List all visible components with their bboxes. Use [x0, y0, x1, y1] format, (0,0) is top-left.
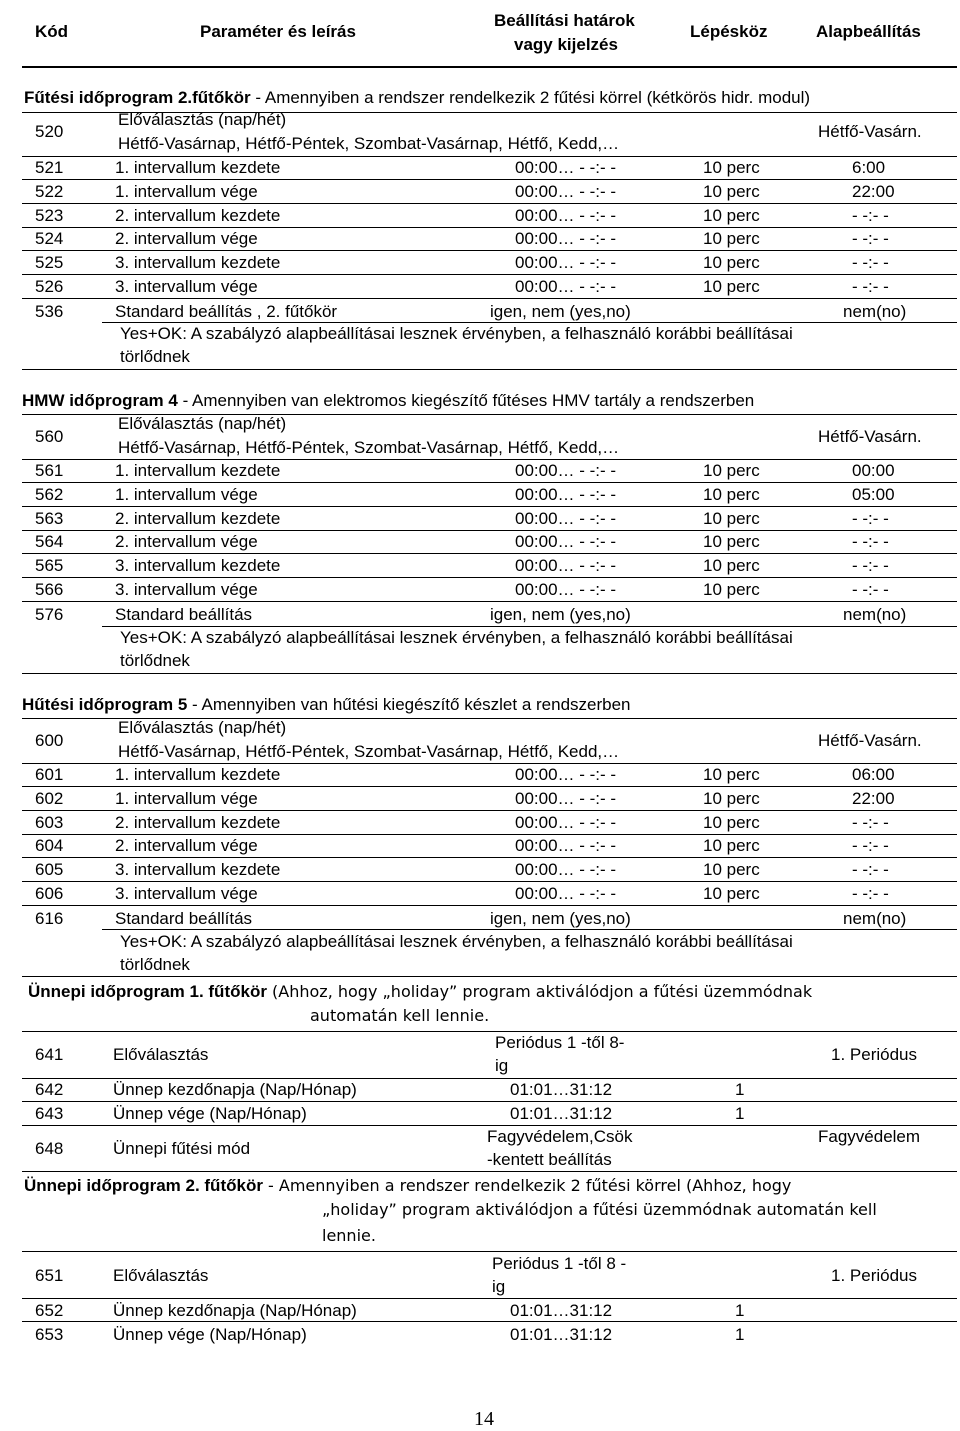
- row-code: 642: [35, 1080, 64, 1099]
- row-default: 22:00: [852, 181, 895, 201]
- row-step: 10 perc: [703, 484, 760, 504]
- row-step: 10 perc: [703, 181, 760, 201]
- row-step: 1: [735, 1104, 745, 1123]
- row-default: - -:- -: [852, 205, 889, 225]
- row-code: 566: [35, 580, 64, 599]
- row-desc: 1. intervallum vége: [115, 788, 258, 808]
- row-limits: 00:00… - -:- -: [515, 277, 617, 296]
- divider: [22, 369, 957, 370]
- row-code: 651: [35, 1266, 64, 1285]
- row-desc: 1. intervallum kezdete: [115, 158, 281, 177]
- row-default: Hétfő-Vasárn.: [818, 122, 922, 141]
- row-limits: 00:00… - -:- -: [515, 229, 617, 249]
- row-default: 1. Periódus: [831, 1266, 917, 1285]
- row-limits: 00:00… - -:- -: [515, 461, 617, 480]
- row-code: 565: [35, 556, 64, 576]
- section-title-2: [22, 391, 754, 411]
- section-title-bold: Fűtési időprogram 2.fűtőkör: [24, 88, 251, 107]
- note-line2: törlődnek: [120, 651, 190, 670]
- section-title-cont: automatán kell lennie.: [310, 1006, 490, 1025]
- row-code: 563: [35, 508, 64, 528]
- row-step: 10 perc: [703, 884, 760, 903]
- row-limits-line1: Fagyvédelem,Csök: [487, 1127, 633, 1146]
- note-line2: törlődnek: [120, 347, 190, 366]
- row-limits: igen, nem (yes,no): [490, 302, 631, 321]
- divider: [22, 1251, 957, 1252]
- header-param: Paraméter és leírás: [200, 22, 356, 41]
- row-step: 10 perc: [703, 461, 760, 480]
- row-desc: 3. intervallum vége: [115, 580, 258, 599]
- divider: [22, 1298, 957, 1299]
- row-default: 1. Periódus: [831, 1045, 917, 1064]
- row-default: - -:- -: [852, 860, 889, 880]
- row-step: 10 perc: [703, 229, 760, 249]
- row-desc: 2. intervallum vége: [115, 836, 258, 856]
- row-step: 10 perc: [703, 253, 760, 273]
- row-desc: 3. intervallum kezdete: [115, 253, 281, 273]
- row-desc-line1: Előválasztás (nap/hét): [118, 414, 287, 433]
- row-default: nem(no): [843, 909, 907, 928]
- section-title-bold: Ünnepi időprogram 1. fűtőkör: [28, 982, 267, 1001]
- divider: [102, 626, 957, 627]
- row-code: 561: [35, 461, 64, 480]
- divider: [22, 881, 957, 882]
- row-code: 648: [35, 1139, 64, 1158]
- row-step: 10 perc: [703, 812, 760, 832]
- row-step: 10 perc: [703, 532, 760, 552]
- divider: [22, 976, 957, 977]
- row-default: - -:- -: [852, 253, 889, 273]
- row-limits: 00:00… - -:- -: [515, 765, 617, 784]
- row-limits: 01:01…31:12: [510, 1325, 613, 1344]
- row-desc: 2. intervallum kezdete: [115, 508, 281, 528]
- row-default: - -:- -: [852, 556, 889, 576]
- divider: [22, 66, 957, 68]
- divider: [22, 553, 957, 554]
- row-code: 605: [35, 860, 64, 880]
- row-code: 522: [35, 181, 64, 201]
- row-desc: Előválasztás: [113, 1045, 209, 1064]
- row-default: - -:- -: [852, 508, 889, 528]
- divider: [22, 506, 957, 507]
- row-default: 05:00: [852, 484, 895, 504]
- row-desc: Ünnep kezdőnapja (Nap/Hónap): [113, 1301, 357, 1320]
- row-desc-line2: Hétfő-Vasárnap, Hétfő-Péntek, Szombat-Vasárnap, Hétfő, Kedd,…: [118, 438, 620, 457]
- row-limits-line2: ig: [495, 1056, 509, 1075]
- divider: [22, 834, 957, 835]
- header-default: Alapbeállítás: [816, 22, 921, 41]
- row-default: nem(no): [843, 302, 907, 321]
- divider: [22, 203, 957, 204]
- row-step: 1: [735, 1301, 745, 1320]
- divider: [22, 905, 957, 906]
- row-desc: 2. intervallum vége: [115, 229, 258, 249]
- row-desc: Ünnep vége (Nap/Hónap): [113, 1325, 307, 1344]
- row-step: 10 perc: [703, 158, 760, 177]
- row-code: 562: [35, 484, 64, 504]
- row-desc-line1: Előválasztás (nap/hét): [118, 718, 287, 737]
- divider: [22, 227, 957, 228]
- row-code: 616: [35, 909, 64, 928]
- row-step: 10 perc: [703, 836, 760, 856]
- row-limits: 00:00… - -:- -: [515, 884, 617, 903]
- row-step: 10 perc: [703, 205, 760, 225]
- row-default: - -:- -: [852, 836, 889, 856]
- row-code: 652: [35, 1301, 64, 1320]
- row-code: 520: [35, 122, 64, 141]
- divider: [22, 1171, 957, 1172]
- row-code: 606: [35, 884, 64, 903]
- divider: [22, 298, 957, 299]
- row-desc-line1: Előválasztás (nap/hét): [118, 110, 287, 129]
- row-desc: Ünnep vége (Nap/Hónap): [113, 1104, 307, 1123]
- row-limits: 00:00… - -:- -: [515, 556, 617, 576]
- row-default: - -:- -: [852, 532, 889, 552]
- divider: [22, 274, 957, 275]
- row-limits: 01:01…31:12: [510, 1104, 613, 1123]
- row-limits-line2: ig: [492, 1277, 506, 1296]
- section-title-rest: - Amennyiben a rendszer rendelkezik 2 fűtési körrel (Ahhoz, hogy: [262, 1176, 792, 1195]
- divider: [22, 673, 957, 674]
- divider: [22, 857, 957, 858]
- row-limits: 00:00… - -:- -: [515, 788, 617, 808]
- row-default: - -:- -: [852, 277, 889, 296]
- row-limits: igen, nem (yes,no): [490, 605, 631, 624]
- row-default: nem(no): [843, 605, 907, 624]
- row-code: 602: [35, 788, 64, 808]
- divider: [22, 1125, 957, 1126]
- section-title-bold: HMW időprogram 4: [22, 391, 178, 410]
- row-limits: 00:00… - -:- -: [515, 860, 617, 880]
- row-desc: 1. intervallum kezdete: [115, 765, 281, 784]
- row-step: 10 perc: [703, 765, 760, 784]
- row-code: 601: [35, 765, 64, 784]
- note-line2: törlődnek: [120, 955, 190, 974]
- divider: [22, 601, 957, 602]
- row-default: - -:- -: [852, 229, 889, 249]
- divider: [22, 786, 957, 787]
- row-step: 10 perc: [703, 508, 760, 528]
- section-title-bold: Ünnepi időprogram 2. fűtőkör: [24, 1176, 263, 1195]
- section-title-rest: - Amennyiben van elektromos kiegészítő fűtéses HMV tartály a rendszerben: [177, 391, 755, 410]
- row-default: Fagyvédelem: [818, 1127, 921, 1146]
- row-code: 525: [35, 253, 64, 273]
- row-default: 06:00: [852, 765, 895, 784]
- divider: [102, 929, 957, 930]
- divider: [102, 322, 957, 323]
- row-desc: Standard beállítás , 2. fűtőkör: [115, 302, 338, 321]
- note-line1: Yes+OK: A szabályzó alapbeállításai lesznek érvényben, a felhasználó korábbi beállításai: [120, 932, 793, 951]
- row-desc: 2. intervallum kezdete: [115, 205, 281, 225]
- row-limits: igen, nem (yes,no): [490, 909, 631, 928]
- divider: [22, 810, 957, 811]
- row-step: 10 perc: [703, 580, 760, 599]
- row-code: 641: [35, 1045, 64, 1064]
- divider: [22, 763, 957, 764]
- header-step: Lépésköz: [690, 22, 768, 41]
- row-default: Hétfő-Vasárn.: [818, 427, 922, 446]
- divider: [22, 156, 957, 157]
- row-desc: 2. intervallum vége: [115, 532, 258, 552]
- row-step: 10 perc: [703, 277, 760, 296]
- row-limits: 00:00… - -:- -: [515, 508, 617, 528]
- row-desc: 3. intervallum kezdete: [115, 556, 281, 576]
- header-kod: Kód: [35, 22, 69, 41]
- row-limits-line1: Periódus 1 -től 8 -: [492, 1254, 627, 1273]
- divider: [22, 459, 957, 460]
- row-desc: 1. intervallum kezdete: [115, 461, 281, 480]
- row-code: 603: [35, 812, 64, 832]
- section-title-bold: Hűtési időprogram 5: [22, 695, 188, 714]
- row-limits: 00:00… - -:- -: [515, 812, 617, 832]
- section-title-rest: - Amennyiben a rendszer rendelkezik 2 fűtési körrel (kétkörös hidr. modul): [250, 88, 811, 107]
- row-code: 564: [35, 532, 64, 552]
- row-desc: 1. intervallum vége: [115, 181, 258, 201]
- row-limits: 00:00… - -:- -: [515, 484, 617, 504]
- note-line1: Yes+OK: A szabályzó alapbeállításai lesznek érvényben, a felhasználó korábbi beállításai: [120, 324, 793, 343]
- row-limits: 00:00… - -:- -: [515, 158, 617, 177]
- divider: [22, 1078, 957, 1079]
- row-desc-line2: Hétfő-Vasárnap, Hétfő-Péntek, Szombat-Vasárnap, Hétfő, Kedd,…: [118, 134, 620, 153]
- divider: [22, 1321, 957, 1322]
- row-desc: 2. intervallum kezdete: [115, 812, 281, 832]
- row-desc: Előválasztás: [113, 1266, 209, 1285]
- row-desc: 3. intervallum vége: [115, 884, 258, 903]
- row-limits: 00:00… - -:- -: [515, 205, 617, 225]
- row-desc: Ünnepi fűtési mód: [113, 1139, 251, 1158]
- divider: [22, 250, 957, 251]
- row-code: 521: [35, 158, 64, 177]
- row-step: 10 perc: [703, 556, 760, 576]
- row-limits: 00:00… - -:- -: [515, 836, 617, 856]
- section-title-rest: (Ahhoz, hogy „holiday” program aktiválódjon a fűtési üzemmódnak: [266, 982, 813, 1001]
- divider: [22, 482, 957, 483]
- section-title-cont: „holiday” program aktiválódjon a fűtési üzemmódnak automatán kell: [322, 1200, 877, 1219]
- divider: [22, 577, 957, 578]
- divider: [22, 530, 957, 531]
- section-title-3: [22, 695, 631, 715]
- row-code: 526: [35, 277, 64, 296]
- header-limits-line2: vagy kijelzés: [514, 35, 618, 54]
- divider: [22, 179, 957, 180]
- row-desc: 3. intervallum kezdete: [115, 860, 281, 880]
- row-default: 6:00: [852, 158, 886, 177]
- row-step: 1: [735, 1325, 745, 1344]
- row-default: Hétfő-Vasárn.: [818, 731, 922, 750]
- row-desc: Ünnep kezdőnapja (Nap/Hónap): [113, 1080, 357, 1099]
- row-desc: Standard beállítás: [115, 605, 253, 624]
- row-desc-line2: Hétfő-Vasárnap, Hétfő-Péntek, Szombat-Vasárnap, Hétfő, Kedd,…: [118, 742, 620, 761]
- row-limits: 00:00… - -:- -: [515, 253, 617, 273]
- row-desc: Standard beállítás: [115, 909, 253, 928]
- row-code: 524: [35, 229, 64, 249]
- section-title-4: [28, 982, 812, 1002]
- row-limits: 00:00… - -:- -: [515, 580, 617, 599]
- row-step: 10 perc: [703, 788, 760, 808]
- row-step: 1: [735, 1080, 745, 1099]
- divider: [22, 1101, 957, 1102]
- row-code: 536: [35, 302, 64, 321]
- row-code: 653: [35, 1325, 64, 1344]
- row-code: 643: [35, 1104, 64, 1123]
- section-title-5: [24, 1176, 791, 1196]
- row-default: - -:- -: [852, 884, 889, 903]
- row-limits: 00:00… - -:- -: [515, 181, 617, 201]
- section-title-rest: - Amennyiben van hűtési kiegészítő készlet a rendszerben: [187, 695, 631, 714]
- row-default: - -:- -: [852, 812, 889, 832]
- divider: [22, 1031, 957, 1032]
- section-title-1: [24, 88, 810, 108]
- row-desc: 3. intervallum vége: [115, 277, 258, 296]
- note-line1: Yes+OK: A szabályzó alapbeállításai lesznek érvényben, a felhasználó korábbi beállításai: [120, 628, 793, 647]
- row-code: 604: [35, 836, 64, 856]
- row-limits: 01:01…31:12: [510, 1080, 613, 1099]
- row-default: 00:00: [852, 461, 895, 480]
- row-limits: 00:00… - -:- -: [515, 532, 617, 552]
- row-code: 560: [35, 427, 64, 446]
- row-step: 10 perc: [703, 860, 760, 880]
- row-limits-line1: Periódus 1 -től 8-: [495, 1033, 625, 1052]
- row-limits-line2: -kentett beállítás: [487, 1150, 612, 1169]
- row-code: 600: [35, 731, 64, 750]
- header-limits-line1: Beállítási határok: [494, 11, 635, 30]
- row-default: 22:00: [852, 788, 895, 808]
- row-code: 523: [35, 205, 64, 225]
- page-number: 14: [474, 1408, 494, 1430]
- row-code: 576: [35, 605, 64, 624]
- row-default: - -:- -: [852, 580, 889, 599]
- section-title-cont: lennie.: [322, 1226, 376, 1245]
- row-desc: 1. intervallum vége: [115, 484, 258, 504]
- row-limits: 01:01…31:12: [510, 1301, 613, 1320]
